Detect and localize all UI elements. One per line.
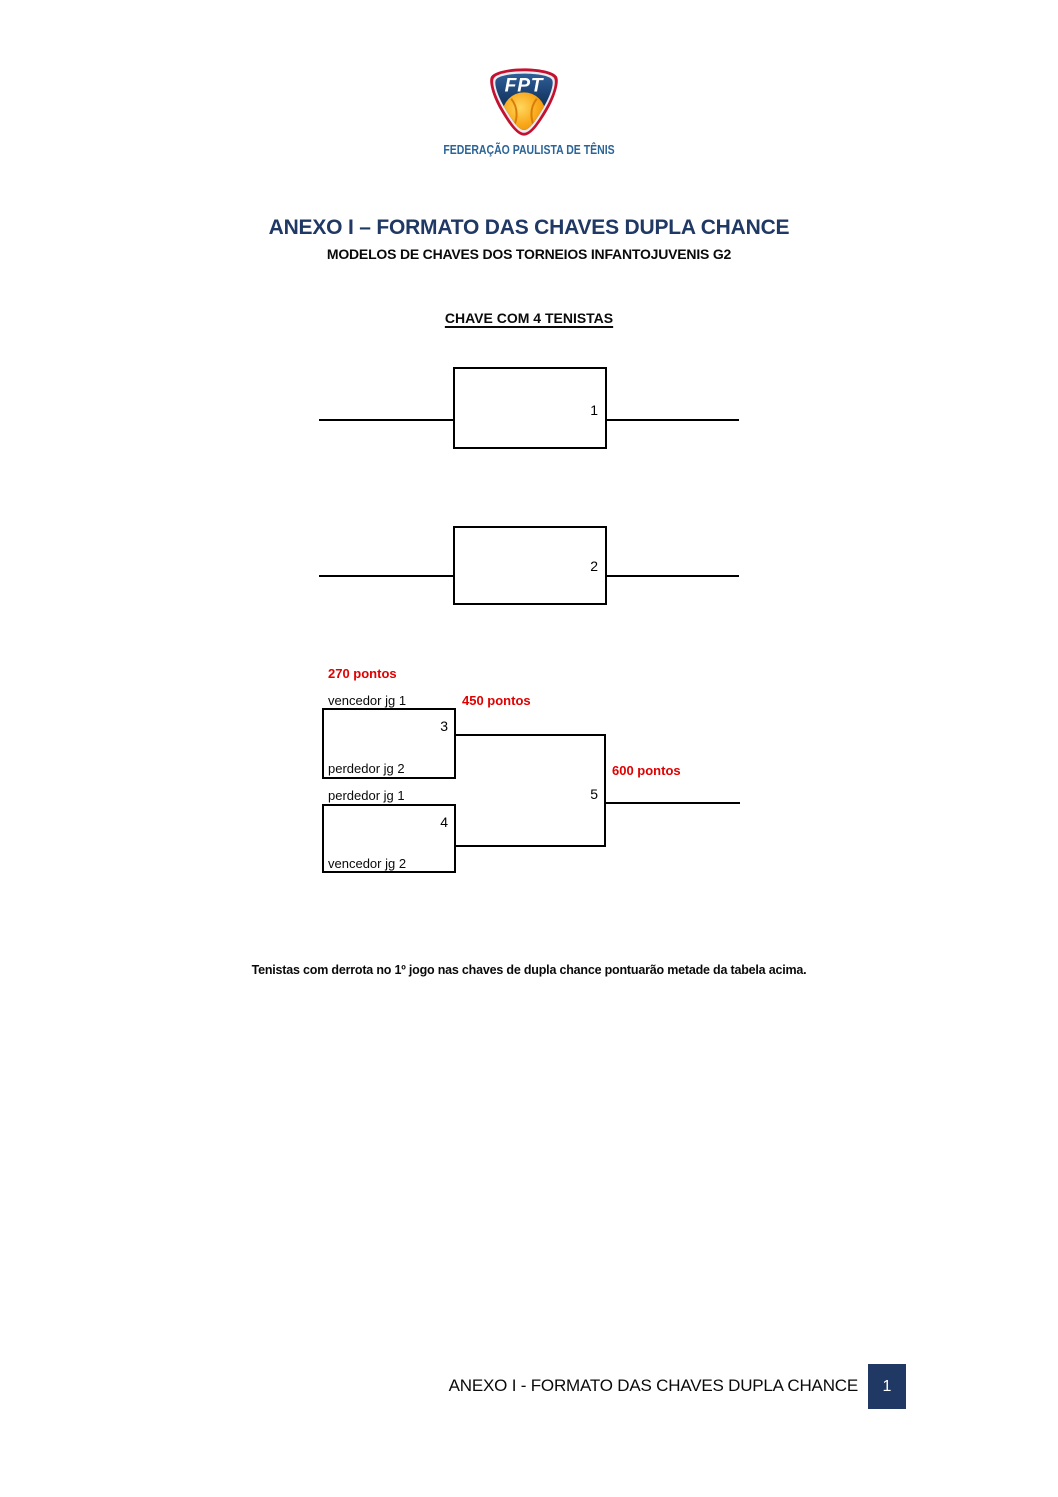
tennis-ball-icon <box>502 92 545 135</box>
document-subtitle: MODELOS DE CHAVES DOS TORNEIOS INFANTOJUVENIS G2 <box>326 246 732 262</box>
match-5-number: 5 <box>590 786 598 802</box>
slot-loser-game1: perdedor jg 1 <box>328 788 405 803</box>
note-text: Tenistas com derrota no 1º jogo nas chaves de dupla chance pontuarão metade da tabela acima. <box>251 963 807 977</box>
document-title: ANEXO I – FORMATO DAS CHAVES DUPLA CHANCE <box>268 216 790 239</box>
match-2-number: 2 <box>590 558 598 574</box>
footer-title: ANEXO I - FORMATO DAS CHAVES DUPLA CHANCE <box>448 1376 858 1395</box>
match-1-number: 1 <box>590 402 598 418</box>
points-270-label: 270 pontos <box>328 666 397 681</box>
fpt-logo <box>484 66 564 138</box>
logo-caption <box>0 142 1058 158</box>
match-4-number: 4 <box>440 814 448 830</box>
match-2-feeder-line-left <box>319 575 453 577</box>
points-600-label: 600 pontos <box>612 763 681 778</box>
page-number-badge <box>868 1364 906 1409</box>
match-5-winner-line <box>606 802 740 804</box>
points-450-label: 450 pontos <box>462 693 531 708</box>
logo-monogram: FPT <box>504 75 544 97</box>
section-heading <box>0 310 1058 326</box>
match-2-winner-line <box>607 575 739 577</box>
match-3-number: 3 <box>440 718 448 734</box>
slot-loser-game2: perdedor jg 2 <box>328 761 405 776</box>
page-number: 1 <box>882 1377 892 1395</box>
match-1-feeder-line-left <box>319 419 453 421</box>
match-1-winner-line <box>607 419 739 421</box>
section-heading-text: CHAVE COM 4 TENISTAS <box>444 310 614 326</box>
logo-caption-text: FEDERAÇÃO PAULISTA DE TÊNIS <box>443 143 615 157</box>
fpt-shield-icon <box>484 66 564 138</box>
slot-winner-game1: vencedor jg 1 <box>328 693 407 708</box>
slot-winner-game2: vencedor jg 2 <box>328 856 407 871</box>
